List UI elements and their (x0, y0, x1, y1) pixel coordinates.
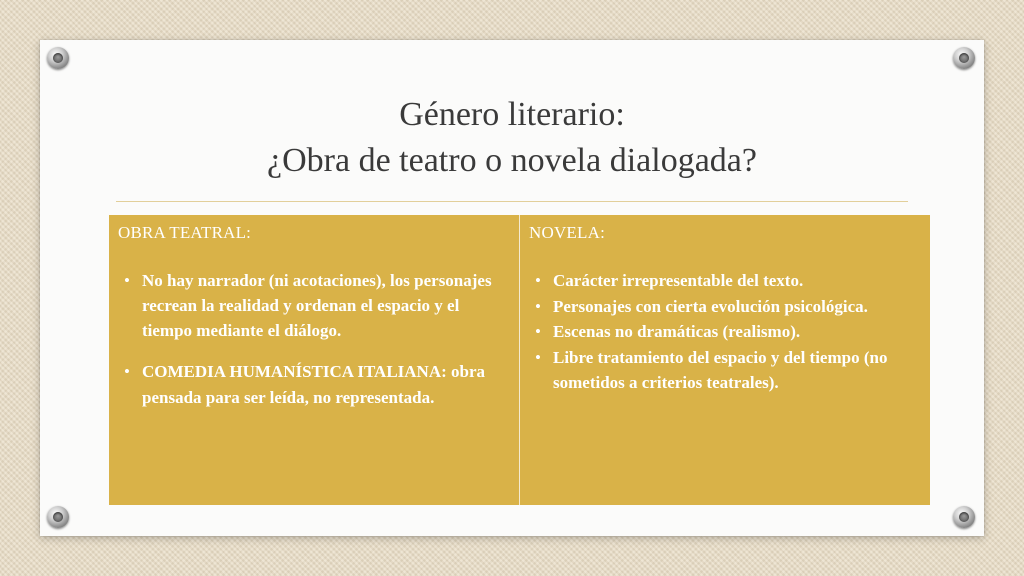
column-heading-novela: NOVELA: (529, 223, 605, 242)
column-obra-teatral (109, 215, 520, 505)
list-item: • No hay narrador (ni acotaciones), los personajes recrean la realidad y ordenan el espacio y el tiempo mediante el diálogo. (118, 268, 511, 343)
list-item: • COMEDIA HUMANÍSTICA ITALIANA: obra pensada para ser leída, no representada. (118, 359, 511, 411)
slide-title-line-2: ¿Obra de teatro o novela dialogada? (267, 142, 757, 179)
slide-title-line-1: Género literario: (399, 96, 625, 133)
list-item: • Carácter irrepresentable del texto. (529, 268, 922, 294)
title-divider (116, 201, 908, 202)
rivet-bottom-right-icon (953, 506, 975, 528)
rivet-bottom-left-icon (47, 506, 69, 528)
column-novela (520, 215, 930, 505)
list-item: • Libre tratamiento del espacio y del tiempo (no sometidos a criterios teatrales). (529, 345, 922, 396)
rivet-top-right-icon (953, 47, 975, 69)
list-item: • Escenas no dramáticas (realismo). (529, 319, 922, 345)
rivet-top-left-icon (47, 47, 69, 69)
column-heading-obra-teatral: OBRA TEATRAL: (118, 223, 252, 242)
comparison-table (109, 215, 930, 505)
slide-title (0, 92, 1024, 184)
list-item: • Personajes con cierta evolución psicológica. (529, 294, 922, 320)
obra-teatral-list (118, 268, 511, 411)
novela-list (529, 268, 922, 396)
